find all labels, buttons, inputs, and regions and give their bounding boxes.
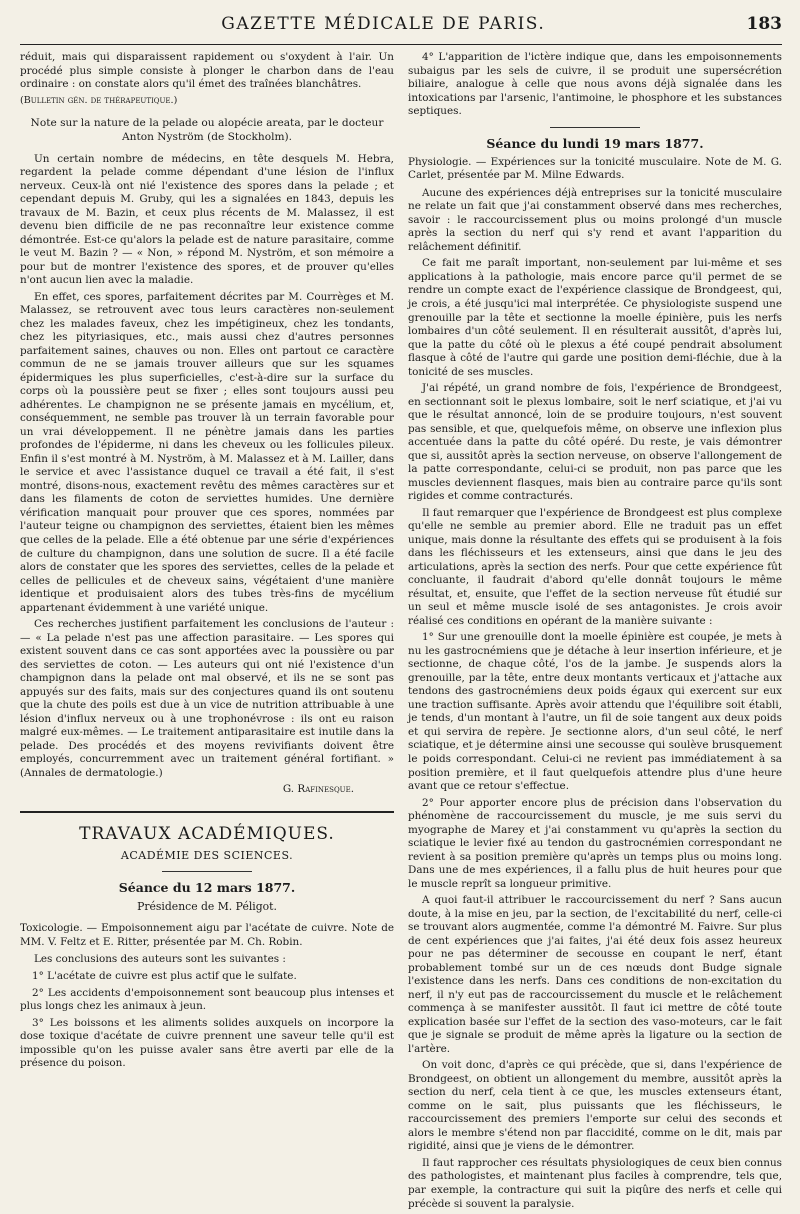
article-paragraph: Ces recherches justifient parfaitement les conclusions de l'auteur : — « La pelade n'est pas une affection parasitaire. — Les spores qui existent souvent dans ce cas sont apportées avec la poussière ou par des serviettes de coton. — Les auteurs qui ont nié l'existence d'un champignon dans la pelade ont mal observé, et ils ne se sont pas appuyés sur des faits, mais sur des conjectures quand ils ont soutenu que la chute des poils est due à un vice de nutrition attribuable à une lésion d'influx nerveux ou à une trophonévrose : ils ont eu raison malgré eux-mêmes. — Le traitement antiparasitaire est inutile dans la pelade. Des procédés et des moyens revivifiants doivent être employés, concurremment avec un traitement général fortifiant. » (Annales de dermatologie.) [20, 618, 394, 779]
article-title: Note sur la nature de la pelade ou alopécie areata, par le docteur Anton Nyström (de Stockholm). [30, 117, 384, 143]
author-signature: G. Rafinesque. [282, 783, 354, 796]
divider [162, 871, 252, 872]
academy-heading: ACADÉMIE DES SCIENCES. [120, 848, 294, 862]
article-paragraph: J'ai répété, un grand nombre de fois, l'expérience de Brondgeest, en sectionnant soit le plexus lombaire, soit le nerf sciatique, et j'ai vu que le résultat annoncé, loin de se produire toujours, n'est souvent pas sensible, et que, quelquefois même, on observe une inflexion plus accentuée dans la patte du côté opéré. Du reste, je vais démontrer que si, aussitôt après la section nerveuse, on observe l'allongement de la patte correspondante, celui-ci se produit, non pas parce que les muscles deviennent flasques, mais bien au contraire parce qu'ils sont rigides et comme contracturés. [408, 382, 782, 503]
source-citation: (Bulletin gén. de thérapeutique.) [20, 94, 178, 106]
journal-title: GAZETTE MÉDICALE DE PARIS. [221, 14, 546, 34]
list-item: 2° Les accidents d'empoisonnement sont beaucoup plus intenses et plus longs chez les animaux à jeun. [20, 986, 394, 1013]
session-heading: Séance du lundi 19 mars 1877. [486, 135, 704, 151]
article-paragraph: Il faut rapprocher ces résultats physiologiques de ceux bien connus des pathologistes, et maintenant plus faciles à comprendre, tels que, par exemple, la contracture qui suit la piqûre des nerfs et celle qui précède si souvent la paralysie. [408, 1156, 782, 1210]
page-number: 183 [746, 14, 782, 34]
article-paragraph: Il faut remarquer que l'expérience de Brondgeest est plus complexe qu'elle ne semble au premier abord. Elle ne traduit pas un effet unique, mais donne la résultante des effets qui se produisent à la fois dans les fléchisseurs et les extenseurs, ainsi que dans le jeu des articulations, après la section des nerfs. Pour que cette expérience fût concluante, il faudrait d'abord qu'elle donnât toujours le même résultat, et, ensuite, que l'effet de la section nerveuse fût étudié sur un seul et même muscle isolé de ses antagonistes. Je crois avoir réalisé ces conditions en opérant de la manière suivante : [408, 506, 782, 627]
divider [550, 127, 640, 128]
article-paragraph: En effet, ces spores, parfaitement décrites par M. Courrèges et M. Malassez, se retrouvent avec tous leurs caractères non-seulement chez les malades faveux, chez les impétigineux, chez les tondants, chez les pityriasiques, etc., mais aussi chez d'autres personnes parfaitement saines, chauves ou non. Elles ont partout ce caractère commun de ne se jamais trouver ailleurs que sur les squames épidermiques les plus superficielles, c'est-à-dire sur la surface du corps où la poussière peut se fixer ; elles sont toujours aussi peu adhérentes. Le champignon ne se présente jamais en mycélium, et, conséquemment, ne semble pas trouver là un terrain favorable pour un vrai développement. Il ne pénètre jamais dans les parties profondes de l'épiderme, ni dans les cheveux ou les follicules pileux. Enfin il s'est montré à M. Nyström, à M. Malassez et à M. Lailler, dans le service et avec l'assistance duquel ce travail a été fait, il s'est montré, disons-nous, exactement revêtu des mêmes caractères sur et dans les filaments de coton de serviettes humides. Une dernière vérification manquait pour prouver que ces spores, nommées par l'auteur teigne ou champignon des serviettes, étaient bien les mêmes que celles de la pelade. Elle a été obtenue par une série d'expériences de culture du champignon, dans une solution de sucre. Il a été facile alors de constater que les spores des serviettes, celles de la pelade et celles de pellicules et de cheveux sains, végétaient d'une manière identique et produisaient alors des tubes très-fins de mycélium appartenant évidemment à une variété unique. [20, 290, 394, 614]
presidency-line: Présidence de M. Péligot. [137, 900, 277, 914]
article-paragraph: 1° Sur une grenouille dont la moelle épinière est coupée, je mets à nu les gastrocnémiens que je détache à leur insertion inférieure, et je sectionne, de chaque côté, l'os de la jambe. Je suspends alors la grenouille, par la tête, entre deux montants verticaux et j'attache aux tendons des gastrocnémiens deux poids égaux qui exercent sur eux une traction suffisante. Après avoir attendu que l'équilibre soit établi, je tends, d'un montant à l'autre, un fil de soie tangent aux deux poids et qui servira de repère. Je sectionne alors, d'un seul côté, le nerf sciatique, et je détermine ainsi une secousse qui soulève brusquement le poids correspondant. Celui-ci ne revient pas immédiatement à sa position première, et il faut quelquefois attendre plus d'une heure avant que ce retour s'effectue. [408, 631, 782, 793]
text-columns [20, 51, 782, 1214]
continued-paragraph: 4° L'apparition de l'ictère indique que, dans les empoisonnements subaigus par les sels de cuivre, il se produit une supersécrétion biliaire, analogue à celle que nous avons déjà signalée dans les intoxications par l'arsenic, l'antimoine, le phosphore et les substances septiques. [408, 51, 782, 118]
right-column [408, 51, 782, 1214]
article-paragraph: Un certain nombre de médecins, en tête desquels M. Hebra, regardent la pelade comme dépendant d'une lésion de l'influx nerveux. Ceux-là ont nié l'existence des spores dans la pelade ; et cependant depuis M. Gruby, qui les a signalées en 1843, depuis les travaux de M. Bazin, et ceux plus récents de M. Malassez, il est devenu bien difficile de ne pas reconnaître leur existence comme démontrée. Est-ce qu'alors la pelade est de nature parasitaire, comme le veut M. Bazin ? — « Non, » répond M. Nyström, et son mémoire a pour but de montrer l'existence des spores, et de prouver qu'elles n'ont aucun lien avec la maladie. [20, 152, 394, 287]
article-paragraph: Aucune des expériences déjà entreprises sur la tonicité musculaire ne relate un fait que j'ai constamment observé dans mes recherches, savoir : le raccourcissement plus ou moins prolongé d'un muscle après la section du nerf qui s'y rend et avant l'apparition du relâchement définitif. [408, 186, 782, 253]
continued-paragraph: réduit, mais qui disparaissent rapidement ou s'oxydent à l'air. Un procédé plus simple consiste à plonger le charbon dans de l'eau ordinaire : on constate alors qu'il émet des traînées blanchâtres. [20, 51, 394, 91]
left-column [20, 51, 394, 1214]
list-item: 3° Les boissons et les aliments solides auxquels on incorpore la dose toxique d'acétate de cuivre prennent une saveur telle qu'il est impossible qu'on les puisse avaler sans être averti par elle de la présence du poison. [20, 1016, 394, 1070]
article-paragraph: On voit donc, d'après ce qui précède, que si, dans l'expérience de Brondgeest, on obtient un allongement du membre, aussitôt après la section du nerf, cela tient à ce que, les muscles extenseurs étant, comme on le sait, plus puissants que les fléchisseurs, le raccourcissement des premiers l'emporte sur celui des seconds et alors le membre s'étend non par flaccidité, comme on le dit, mais par rigidité, ainsi que je viens de le démontrer. [408, 1059, 782, 1153]
article-paragraph: Ce fait me paraît important, non-seulement par lui-même et ses applications à la pathologie, mais encore parce qu'il permet de se rendre un compte exact de l'expérience classique de Brondgeest, qui, je crois, a été jusqu'ici mal interprétée. Ce physiologiste suspend une grenouille par la tête et sectionne la moelle épinière, puis les nerfs lombaires d'un côté seulement. Il en résulterait aussitôt, d'après lui, que la patte du côté où le plexus a été coupé pendrait absolument flasque à côté de l'autre qui garde une position demi-fléchie, due à la tonicité de ses muscles. [408, 257, 782, 378]
session-heading: Séance du 12 mars 1877. [118, 880, 296, 896]
topic-heading: Physiologie. — Expériences sur la tonicité musculaire. Note de M. G. Carlet, présentée par M. Milne Edwards. [408, 155, 782, 182]
section-heading: TRAVAUX ACADÉMIQUES. [20, 811, 394, 845]
conclusions-list [20, 970, 394, 1071]
topic-heading: Toxicologie. — Empoisonnement aigu par l'acétate de cuivre. Note de MM. V. Feltz et E. Ritter, présentée par M. Ch. Robin. [20, 922, 394, 948]
article-paragraph: A quoi faut-il attribuer le raccourcissement du nerf ? Sans aucun doute, à la mise en jeu, par la section, de l'excitabilité du nerf, celle-ci se trouvant alors augmentée, comme l'a démontré M. Faivre. Sur plus de cent expériences que j'ai faites, j'ai été deux fois assez heureux pour ne pas déterminer de secousse en coupant le nerf, étant probablement tombé sur un de ces nœuds dont Budge signale l'existence dans les nerfs. Dans ces conditions de non-excitation du nerf, il n'y eut pas de raccourcissement du muscle et le relâchement commença à se manifester aussitôt. Il faut ici mettre de côté toute explication basée sur l'effet de la section des vaso-moteurs, car le fait que je signale se produit de même après la ligature ou la section de l'artère. [408, 894, 782, 1055]
list-item: 1° L'acétate de cuivre est plus actif que le sulfate. [32, 970, 297, 982]
conclusions-intro: Les conclusions des auteurs sont les suivantes : [34, 953, 286, 966]
article-paragraph: 2° Pour apporter encore plus de précision dans l'observation du phénomène de raccourcissement du muscle, je me suis servi du myographe de Marey et j'ai constamment vu qu'après la section du sciatique le levier fixé au tendon du gastrocnémien correspondant ne revient à sa position première qu'après un temps plus ou moins long. Dans une de mes expériences, il a fallu plus de huit heures pour que le muscle reprît sa longueur primitive. [408, 796, 782, 890]
page-header [20, 14, 782, 45]
